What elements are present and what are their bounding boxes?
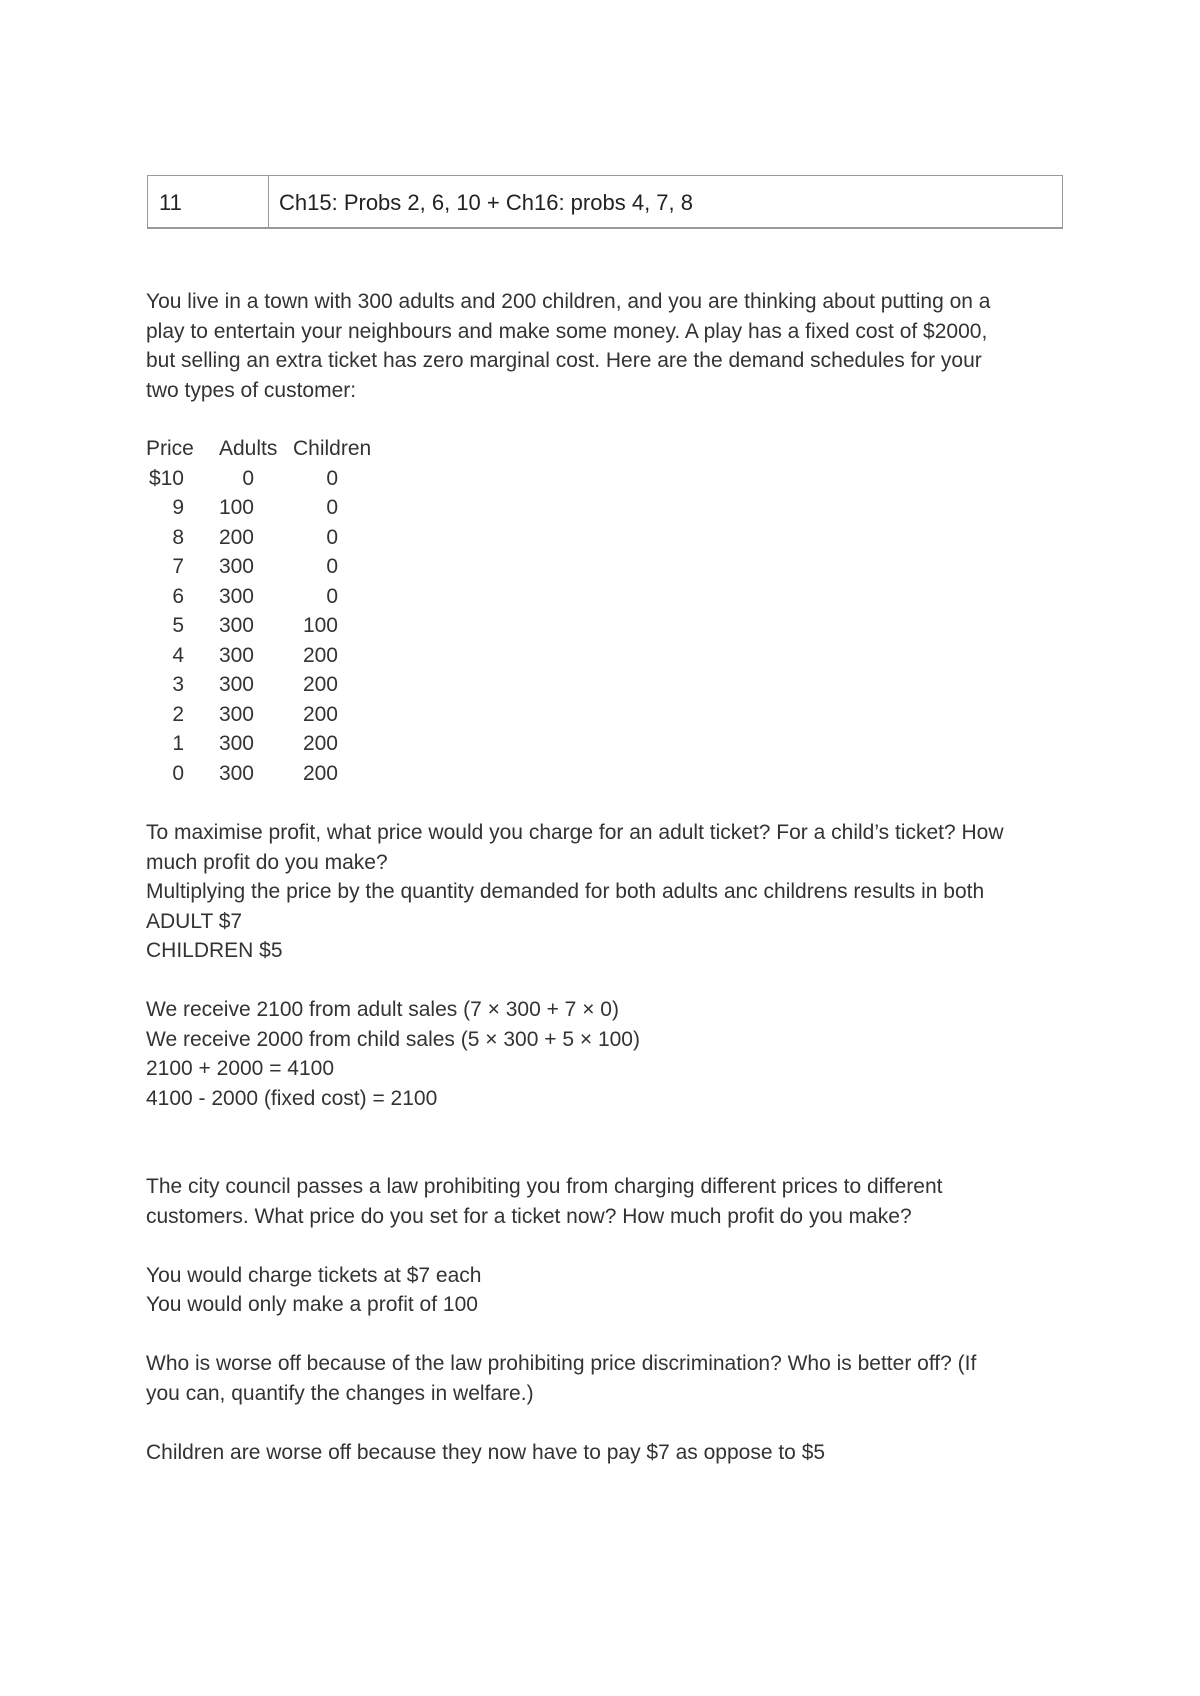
answers-section [146,818,1076,1467]
demand-header-row [146,434,371,464]
assignment-title: Ch15: Probs 2, 6, 10 + Ch16: probs 4, 7, 8 [279,190,693,215]
calc-line: 4100 - 2000 (fixed cost) = 2100 [146,1086,438,1110]
column-header-children: Children [293,437,372,460]
price-cell: 1 [172,732,184,755]
demand-row [146,641,371,671]
adults-cell: 0 [242,466,254,490]
children-cell: 200 [302,761,338,785]
price-cell: 8 [172,525,184,549]
calc-line: We receive 2000 from child sales (5 × 300 + 5 × 100) [146,1027,640,1051]
price-cell: 3 [172,673,184,696]
demand-row [146,523,371,553]
children-cell: 200 [302,673,338,696]
column-header-adults: Adults [219,437,278,460]
price-cell: 0 [172,761,184,785]
demand-row [146,464,371,494]
answer-line: CHILDREN $5 [146,939,283,962]
demand-row [146,759,371,789]
adults-cell: 300 [218,584,254,608]
answer-line: You would only make a profit of 100 [146,1293,478,1316]
children-cell: 0 [326,525,338,549]
demand-row [146,552,371,582]
adults-cell: 300 [218,673,254,696]
children-cell: 200 [302,643,338,667]
adults-cell: 200 [218,525,254,549]
intro-paragraph [146,287,1076,405]
children-cell: 200 [302,702,338,726]
children-cell: 0 [326,555,338,578]
intro-line: but selling an extra ticket has zero marginal cost. Here are the demand schedules for your [146,349,982,372]
answer-line: You would charge tickets at $7 each [146,1263,482,1287]
demand-rows [146,464,371,789]
demand-row [146,729,371,759]
demand-row [146,670,371,700]
question-line: customers. What price do you set for a ticket now? How much profit do you make? [146,1204,912,1228]
assignment-number: 11 [148,176,269,227]
price-cell: 9 [172,496,184,519]
demand-row [146,493,371,523]
demand-schedule-table [146,434,371,788]
adults-cell: 300 [218,614,254,637]
intro-line: You live in a town with 300 adults and 200 children, and you are thinking about putting on a [146,290,991,313]
price-cell: 4 [172,643,184,667]
answer-line: Multiplying the price by the quantity demanded for both adults anc childrens results in both [146,880,985,903]
question-line: To maximise profit, what price would you charge for an adult ticket? For a child’s ticket? How [146,821,1004,844]
adults-cell: 300 [218,702,254,726]
price-cell: $10 [148,466,184,490]
answer-line: Children are worse off because they now have to pay $7 as oppose to $5 [146,1440,826,1464]
assignment-header-table [147,175,1063,229]
answer-line: ADULT $7 [146,909,243,933]
calc-line: We receive 2100 from adult sales (7 × 300 + 7 × 0) [146,998,619,1021]
demand-row [146,700,371,730]
calc-line: 2100 + 2000 = 4100 [146,1057,335,1080]
adults-cell: 300 [218,761,254,785]
adults-cell: 300 [218,732,254,755]
question-line: Who is worse off because of the law prohibiting price discrimination? Who is better off? (If [146,1352,977,1375]
price-cell: 5 [172,614,184,637]
children-cell: 100 [302,614,338,637]
adults-cell: 300 [218,555,254,578]
question-line: much profit do you make? [146,850,388,874]
price-cell: 2 [172,702,184,726]
demand-row [146,611,371,641]
column-header-price: Price [146,437,194,460]
adults-cell: 100 [218,496,254,519]
question-line: you can, quantify the changes in welfare.) [146,1381,534,1405]
children-cell: 0 [326,584,338,608]
question-line: The city council passes a law prohibiting you from charging different prices to different [146,1175,943,1198]
price-cell: 6 [172,584,184,608]
intro-line: play to entertain your neighbours and make some money. A play has a fixed cost of $2000, [146,319,988,343]
demand-row [146,582,371,612]
intro-line: two types of customer: [146,378,357,402]
price-cell: 7 [172,555,184,578]
children-cell: 200 [302,732,338,755]
children-cell: 0 [326,466,338,490]
adults-cell: 300 [218,643,254,667]
children-cell: 0 [326,496,338,519]
